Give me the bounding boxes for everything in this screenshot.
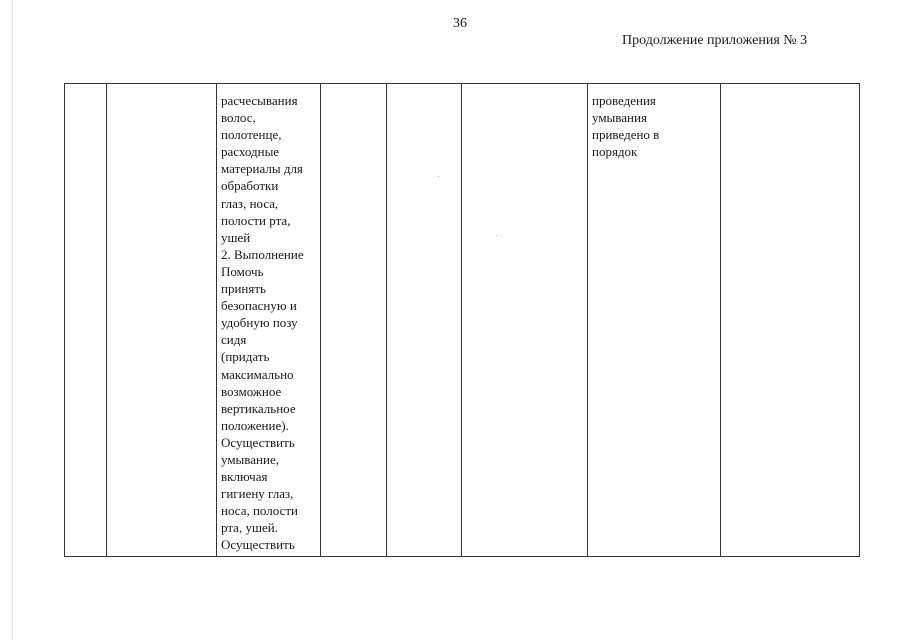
table-cell — [321, 84, 386, 92]
table-cell — [462, 84, 587, 92]
page-margin-line — [12, 0, 13, 640]
scan-speck — [496, 235, 497, 236]
table-column-2 — [107, 84, 217, 556]
table-column-3 — [217, 84, 321, 556]
table-column-1 — [65, 84, 107, 556]
table-cell: проведения умывания приведено в порядок — [592, 93, 660, 160]
appendix-continuation-note: Продолжение приложения № 3 — [622, 33, 808, 48]
appendix-table — [64, 83, 860, 557]
page-number: 36 — [453, 16, 467, 31]
table-column-4 — [321, 84, 387, 556]
table-column-5 — [387, 84, 462, 556]
table-cell — [387, 84, 461, 92]
table-cell — [721, 84, 859, 92]
table-column-7 — [588, 84, 721, 556]
table-cell — [65, 84, 106, 92]
table-cell: расчесывания волос, полотенце, расходные материалы для обработки глаз, носа, полости рта, ушей 2. Выполнение Помочь принять безопасную и удобную позу сидя (придать максимально возможное вертикальное положение). Осуществить умывание, включая гигиену глаз, носа, полости рта, ушей. Осуществить — [221, 93, 304, 553]
table-cell — [107, 84, 216, 92]
table-column-8 — [721, 84, 859, 556]
table-column-6 — [462, 84, 588, 556]
scan-speck — [438, 176, 439, 177]
